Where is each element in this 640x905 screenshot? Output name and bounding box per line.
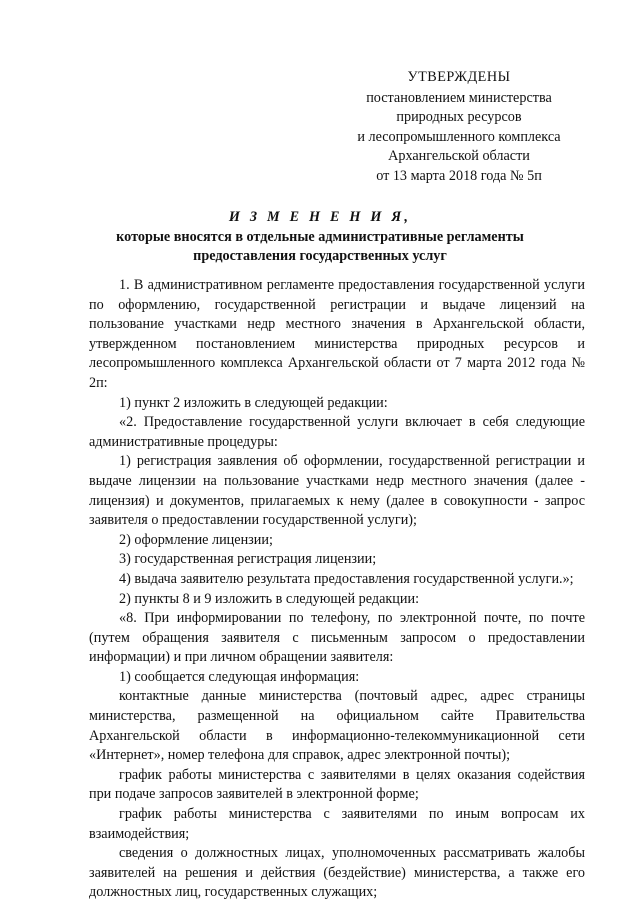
paragraph: график работы министерства с заявителями в целях оказания содействия при подаче запросов заявителей в электронной форме; (89, 766, 585, 803)
title-subtitle-line1: которые вносятся в отдельные административные регламенты (116, 228, 524, 245)
approval-line: природных ресурсов (396, 109, 522, 125)
paragraph: 2) пункты 8 и 9 изложить в следующей редакции: (119, 590, 420, 607)
document-body (89, 276, 585, 903)
paragraph: «8. При информировании по телефону, по электронной почте, по почте (путем обращения заявителя с письменным запросом о предоставлении информации) и при личном обращении заявителя: (89, 610, 585, 666)
approval-line: постановлением министерства (366, 89, 552, 106)
paragraph: 1) регистрация заявления об оформлении, государственной регистрации и выдаче лицензии на пользование участками недр местного значения (далее - лицензия) и документов, прилагаемых к нему (далее в совокупности - запрос заявителя о предоставлении государственной услуги); (89, 453, 585, 529)
paragraph: 3) государственная регистрация лицензии; (119, 551, 377, 568)
paragraph: «2. Предоставление государственной услуги включает в себя следующие административные процедуры: (89, 414, 585, 450)
title-subtitle-line2: предоставления государственных услуг (193, 248, 447, 264)
paragraph: 2) оформление лицензии; (119, 531, 273, 548)
title-main: И З М Е Н Е Н И Я, (228, 209, 412, 225)
paragraph: контактные данные министерства (почтовый адрес, адрес страницы министерства, размещенной на официальном сайте Правительства Архангельской области в информационно-телекоммуникационной сети «Интернет», номер телефона для справок, адрес электронной почты); (89, 688, 585, 764)
paragraph: 1) пункт 2 изложить в следующей редакции: (119, 394, 388, 411)
paragraph: 1. В административном регламенте предоставления государственной услуги по оформлению, государственной регистрации и выдаче лицензий на пользование участками недр местного значения в Архангельской области, утвержденном постановлением министерства природных ресурсов и лесопромышленного комплекса Архангельской области от 7 марта 2012 года № 2п: (89, 277, 585, 391)
document-title (60, 208, 580, 267)
paragraph: 1) сообщается следующая информация: (119, 668, 360, 685)
approval-line: от 13 марта 2018 года № 5п (376, 167, 542, 184)
approval-line: Архангельской области (388, 148, 530, 164)
approval-line: и лесопромышленного комплекса (357, 128, 561, 145)
paragraph: график работы министерства с заявителями по иным вопросам их взаимодействия; (89, 806, 585, 842)
approval-stamp (330, 68, 588, 186)
paragraph: сведения о должностных лицах, уполномоченных рассматривать жалобы заявителей на решения и действия (бездействие) министерства, а также его должностных лиц, государственных служащих; (89, 845, 585, 901)
approval-heading: УТВЕРЖДЕНЫ (407, 69, 511, 85)
paragraph: 4) выдача заявителю результата предоставления государственной услуги.»; (119, 570, 574, 587)
